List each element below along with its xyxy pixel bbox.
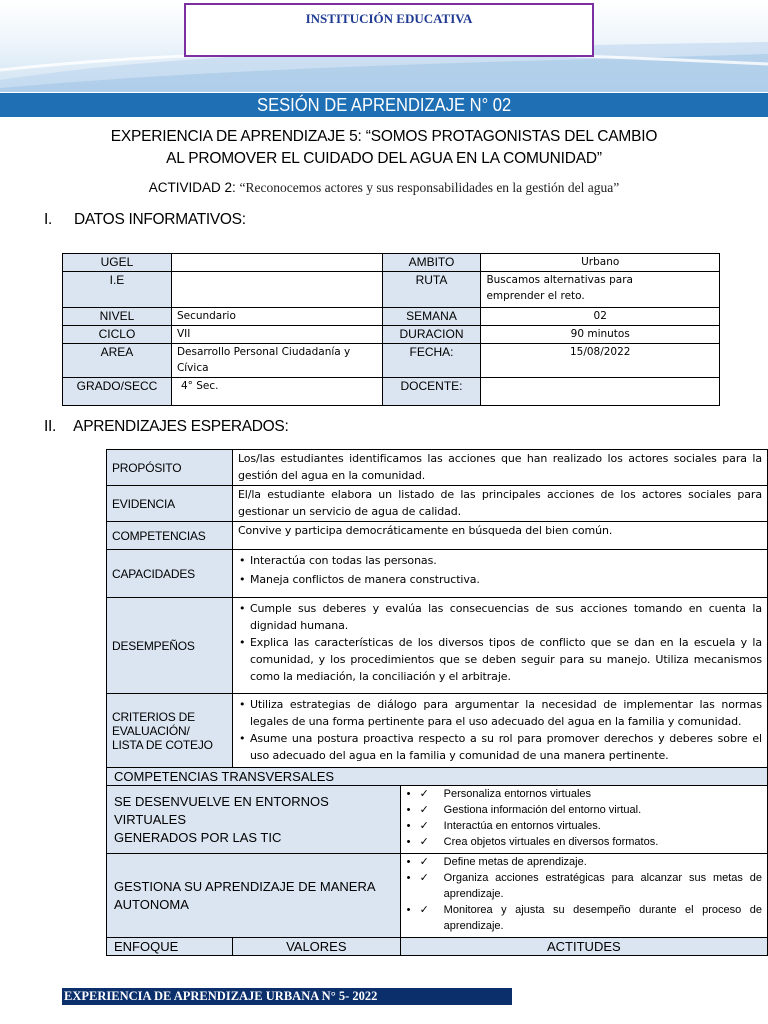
- footer-bar: [62, 988, 512, 1005]
- area-label: AREA: [63, 344, 172, 378]
- list-item: [406, 802, 762, 818]
- aprendizajes-table: [106, 449, 768, 956]
- semana-label: SEMANA: [382, 308, 481, 326]
- table-row: [107, 694, 768, 768]
- autonoma-checklist: [400, 854, 767, 938]
- criterios-label-line-3: LISTA DE COTEJO: [112, 737, 213, 752]
- criterios-list: [232, 694, 767, 768]
- experience-title: [0, 126, 768, 170]
- area-value-line-2: Cívica: [176, 362, 209, 374]
- nivel-value: Secundario: [171, 308, 382, 326]
- ruta-label: RUTA: [382, 272, 481, 308]
- list-item: • Explica las características de los diversos tipos de conflicto que se dan en la escuela y la comunidad, y los procedimientos que se deben seguir para su manejo. Utiliza mecanismos como la mediación, la conciliación y el arbitraje.: [238, 634, 762, 685]
- ruta-value-line-1: Buscamos alternativas para: [486, 274, 633, 286]
- table-row: [63, 254, 720, 272]
- table-row: [63, 344, 720, 378]
- area-value-line-1: Desarrollo Personal Ciudadanía y: [176, 346, 351, 358]
- list-item: [406, 854, 762, 870]
- fecha-label: FECHA:: [382, 344, 481, 378]
- footer-text: EXPERIENCIA DE APRENDIZAJE URBANA N° 5- 2022: [64, 989, 378, 1003]
- autonoma-label-line-1: GESTIONA SU APRENDIZAJE DE MANERA: [114, 878, 376, 894]
- experience-title-line-2: AL PROMOVER EL CUIDADO DEL AGUA EN LA COMUNIDAD”: [166, 150, 602, 167]
- institution-box: [184, 3, 594, 57]
- section-title: APRENDIZAJES ESPERADOS:: [73, 418, 289, 435]
- section-heading-datos: [44, 211, 246, 229]
- autonoma-label-line-2: AUTONOMA: [114, 896, 189, 912]
- check-item-text: Organiza acciones estratégicas para alcanzar sus metas de aprendizaje.: [443, 872, 762, 900]
- area-value: [171, 344, 382, 378]
- table-row: [107, 598, 768, 694]
- semana-value: 02: [481, 308, 720, 326]
- grado-label: GRADO/SECC: [63, 378, 172, 406]
- tic-label-line-1: SE DESENVUELVE EN ENTORNOS VIRTUALES: [114, 793, 329, 827]
- desempenos-label: DESEMPEÑOS: [107, 598, 233, 694]
- docente-value: [481, 378, 720, 406]
- table-row: [107, 854, 768, 938]
- ciclo-label: CICLO: [63, 326, 172, 344]
- tic-label-line-2: GENERADOS POR LAS TIC: [114, 829, 282, 845]
- ambito-value: Urbano: [481, 254, 720, 272]
- proposito-label: PROPÓSITO: [107, 450, 233, 486]
- list-item: [406, 818, 762, 834]
- criterios-label-line-1: CRITERIOS DE: [112, 709, 195, 724]
- check-item-text: Define metas de aprendizaje.: [443, 856, 587, 868]
- valores-header: VALORES: [232, 938, 400, 956]
- tic-label: [107, 786, 401, 854]
- list-item: [406, 902, 762, 934]
- section-heading-aprendizajes: [44, 418, 288, 436]
- autonoma-label: [107, 854, 401, 938]
- docente-label: DOCENTE:: [382, 378, 481, 406]
- table-row: [107, 450, 768, 486]
- session-title-bar: [0, 93, 768, 117]
- capacidades-list: [232, 550, 767, 598]
- tic-checklist: [400, 786, 767, 854]
- check-icon: • ✓: [419, 855, 429, 868]
- check-item-text: Monitorea y ajusta su desempeño durante el proceso de aprendizaje.: [443, 904, 762, 932]
- institution-name: INSTITUCIÓN EDUCATIVA: [305, 11, 473, 26]
- check-icon: • ✓: [419, 903, 429, 916]
- table-row: [107, 486, 768, 522]
- ciclo-value: VII: [171, 326, 382, 344]
- check-icon: • ✓: [419, 819, 429, 832]
- list-item: • Asume una postura proactiva respecto a su rol para promover derechos y deberes sobre el uso adecuado del agua en la familia y comunidad de una manera pertinente.: [238, 730, 762, 764]
- list-item: • Cumple sus deberes y evalúa las consecuencias de sus acciones tomando en cuenta la dignidad humana.: [238, 600, 762, 634]
- fecha-value: 15/08/2022: [481, 344, 720, 378]
- table-row: [63, 326, 720, 344]
- check-item-text: Personaliza entornos virtuales: [443, 788, 592, 800]
- check-icon: • ✓: [419, 803, 429, 816]
- list-item: [406, 870, 762, 902]
- table-row: [63, 378, 720, 406]
- table-row: [107, 768, 768, 786]
- duracion-value: 90 minutos: [481, 326, 720, 344]
- experience-title-line-1: EXPERIENCIA DE APRENDIZAJE 5: “SOMOS PROTAGONISTAS DEL CAMBIO: [110, 128, 658, 145]
- proposito-text: Los/las estudiantes identificamos las acciones que han realizado los actores sociales para la gestión del agua en la comunidad.: [232, 450, 767, 486]
- actitudes-header: ACTITUDES: [400, 938, 767, 956]
- ugel-label: UGEL: [63, 254, 172, 272]
- ugel-value: [171, 254, 382, 272]
- list-item: • Utiliza estrategias de diálogo para argumentar la necesidad de implementar las normas legales de una forma pertinente para el uso adecuado del agua en la familia y comunidad.: [238, 696, 762, 730]
- ruta-value-line-2: emprender el reto.: [486, 290, 585, 302]
- duracion-label: DURACION: [382, 326, 481, 344]
- capacidades-label: CAPACIDADES: [107, 550, 233, 598]
- table-row: [63, 272, 720, 308]
- nivel-label: NIVEL: [63, 308, 172, 326]
- check-item-text: Interactúa en entornos virtuales.: [443, 820, 601, 832]
- desempenos-list: [232, 598, 767, 694]
- criterios-label: [107, 694, 233, 768]
- check-icon: • ✓: [419, 787, 429, 800]
- check-icon: • ✓: [419, 871, 429, 884]
- activity-label: ACTIVIDAD 2:: [148, 180, 236, 195]
- competencias-text: Convive y participa democráticamente en búsqueda del bien común.: [232, 522, 767, 550]
- transversales-heading: COMPETENCIAS TRANSVERSALES: [107, 768, 768, 786]
- list-item: [406, 786, 762, 802]
- activity-line: [0, 180, 768, 196]
- ruta-value: [481, 272, 720, 308]
- evidencia-label: EVIDENCIA: [107, 486, 233, 522]
- ambito-label: AMBITO: [382, 254, 481, 272]
- table-row: [107, 522, 768, 550]
- list-item: [406, 834, 762, 850]
- table-row: [107, 938, 768, 956]
- check-item-text: Gestiona información del entorno virtual.: [443, 804, 642, 816]
- section-title: DATOS INFORMATIVOS:: [74, 211, 246, 228]
- list-item: • Interactúa con todas las personas.: [238, 552, 762, 569]
- section-number: I.: [44, 211, 53, 228]
- datos-informativos-table: [62, 253, 720, 406]
- table-row: [107, 786, 768, 854]
- activity-text: “Reconocemos actores y sus responsabilidades en la gestión del agua”: [239, 180, 620, 195]
- competencias-label: COMPETENCIAS: [107, 522, 233, 550]
- evidencia-text: El/la estudiante elabora un listado de las principales acciones de los actores sociales para gestionar un servicio de agua de calidad.: [232, 486, 767, 522]
- grado-value: 4° Sec.: [171, 378, 382, 406]
- criterios-label-line-2: EVALUACIÓN/: [112, 723, 190, 738]
- enfoque-header: ENFOQUE: [107, 938, 233, 956]
- ie-label: I.E: [63, 272, 172, 308]
- ie-value: [171, 272, 382, 308]
- check-icon: • ✓: [419, 835, 429, 848]
- check-item-text: Crea objetos virtuales en diversos formatos.: [443, 836, 659, 848]
- section-number: II.: [44, 418, 57, 435]
- table-row: [63, 308, 720, 326]
- session-title: SESIÓN DE APRENDIZAJE N° 02: [256, 95, 512, 115]
- table-row: [107, 550, 768, 598]
- list-item: • Maneja conflictos de manera constructiva.: [238, 571, 762, 588]
